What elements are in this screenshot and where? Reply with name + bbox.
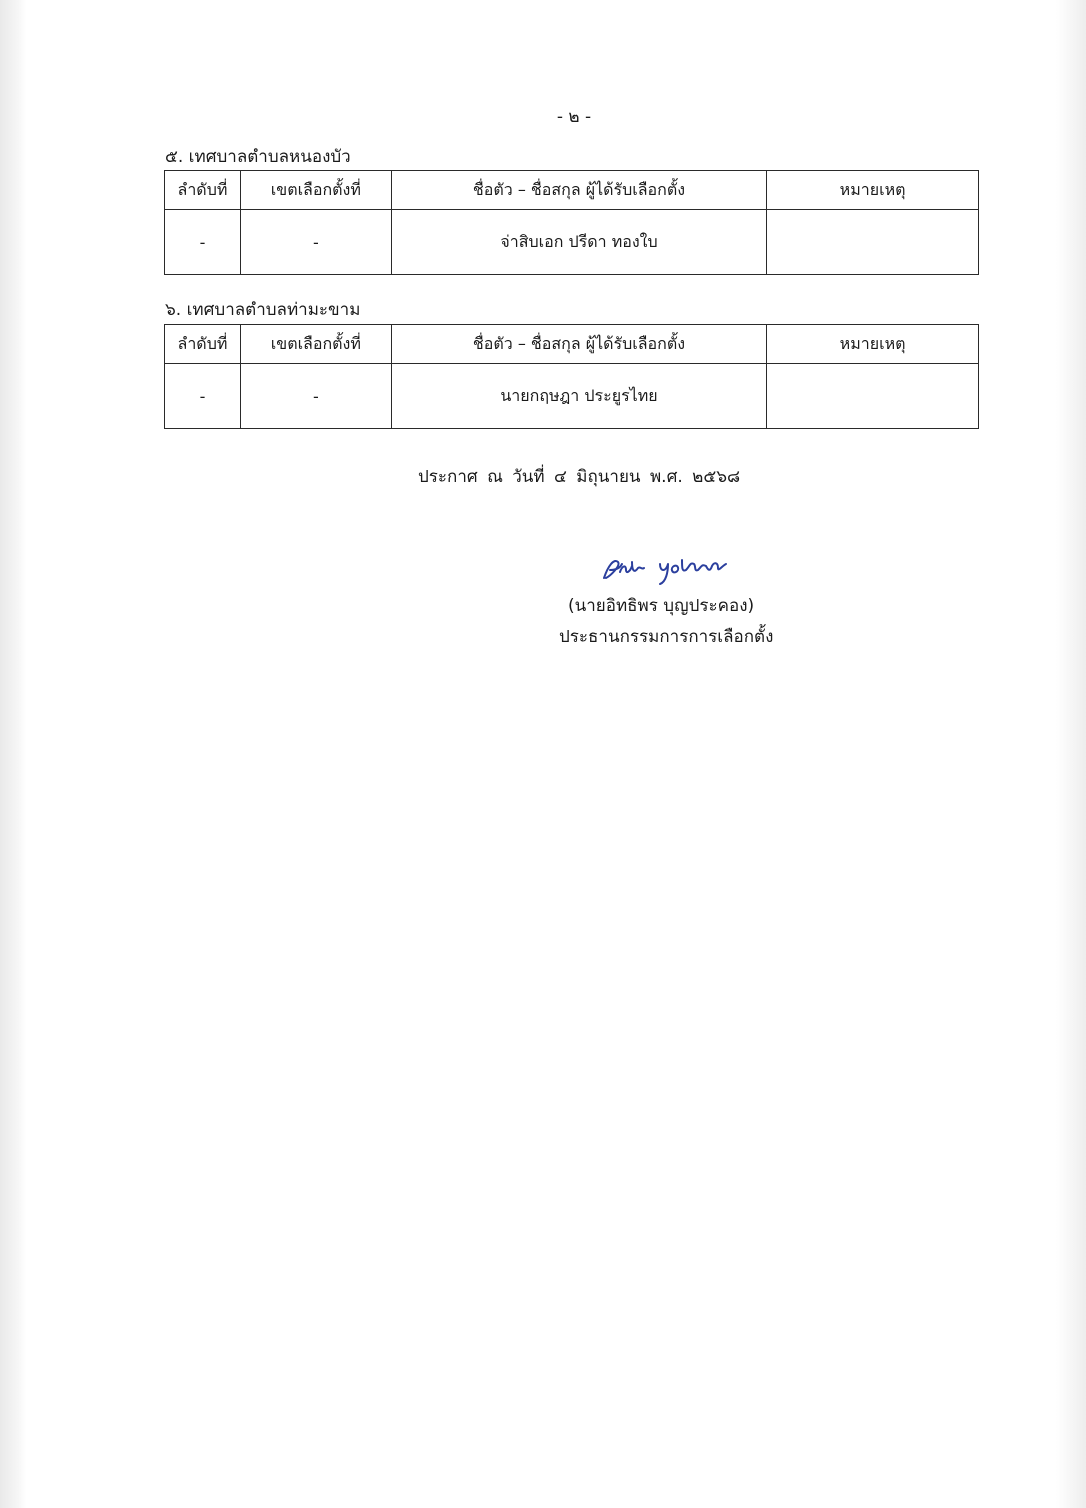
cell-name: จ่าสิบเอก ปรีดา ทองใบ (391, 210, 766, 275)
table-row (165, 364, 979, 429)
header-name: ชื่อตัว – ชื่อสกุล ผู้ได้รับเลือกตั้ง (391, 171, 766, 210)
cell-remark (767, 364, 979, 429)
page-right-edge (1056, 0, 1086, 1508)
signer-title: ประธานกรรมการการเลือกตั้ง (559, 627, 774, 647)
table-header-row (165, 171, 979, 210)
handwritten-signature (598, 552, 738, 588)
header-order: ลำดับที่ (165, 171, 241, 210)
header-district: เขตเลือกตั้งที่ (240, 171, 391, 210)
section-title-5: ๕. เทศบาลตำบลหนองบัว (165, 147, 351, 167)
results-table-nong-bua (164, 170, 979, 275)
results-table-tha-makham (164, 324, 979, 429)
page-left-edge (0, 0, 26, 1508)
section-title-6: ๖. เทศบาลตำบลท่ามะขาม (165, 300, 361, 320)
cell-order: - (165, 210, 241, 275)
cell-name: นายกฤษฎา ประยูรไทย (391, 364, 766, 429)
page-number: - ๒ - (556, 107, 592, 127)
cell-remark (767, 210, 979, 275)
header-district: เขตเลือกตั้งที่ (240, 325, 391, 364)
table-header-row (165, 325, 979, 364)
header-order: ลำดับที่ (165, 325, 241, 364)
announcement-date: ประกาศ ณ วันที่ ๔ มิถุนายน พ.ศ. ๒๕๖๘ (418, 467, 741, 487)
header-remark: หมายเหตุ (767, 325, 979, 364)
cell-district: - (240, 210, 391, 275)
cell-district: - (240, 364, 391, 429)
table-row (165, 210, 979, 275)
header-remark: หมายเหตุ (767, 171, 979, 210)
signer-name: (นายอิทธิพร บุญประคอง) (568, 596, 755, 616)
cell-order: - (165, 364, 241, 429)
header-name: ชื่อตัว – ชื่อสกุล ผู้ได้รับเลือกตั้ง (391, 325, 766, 364)
